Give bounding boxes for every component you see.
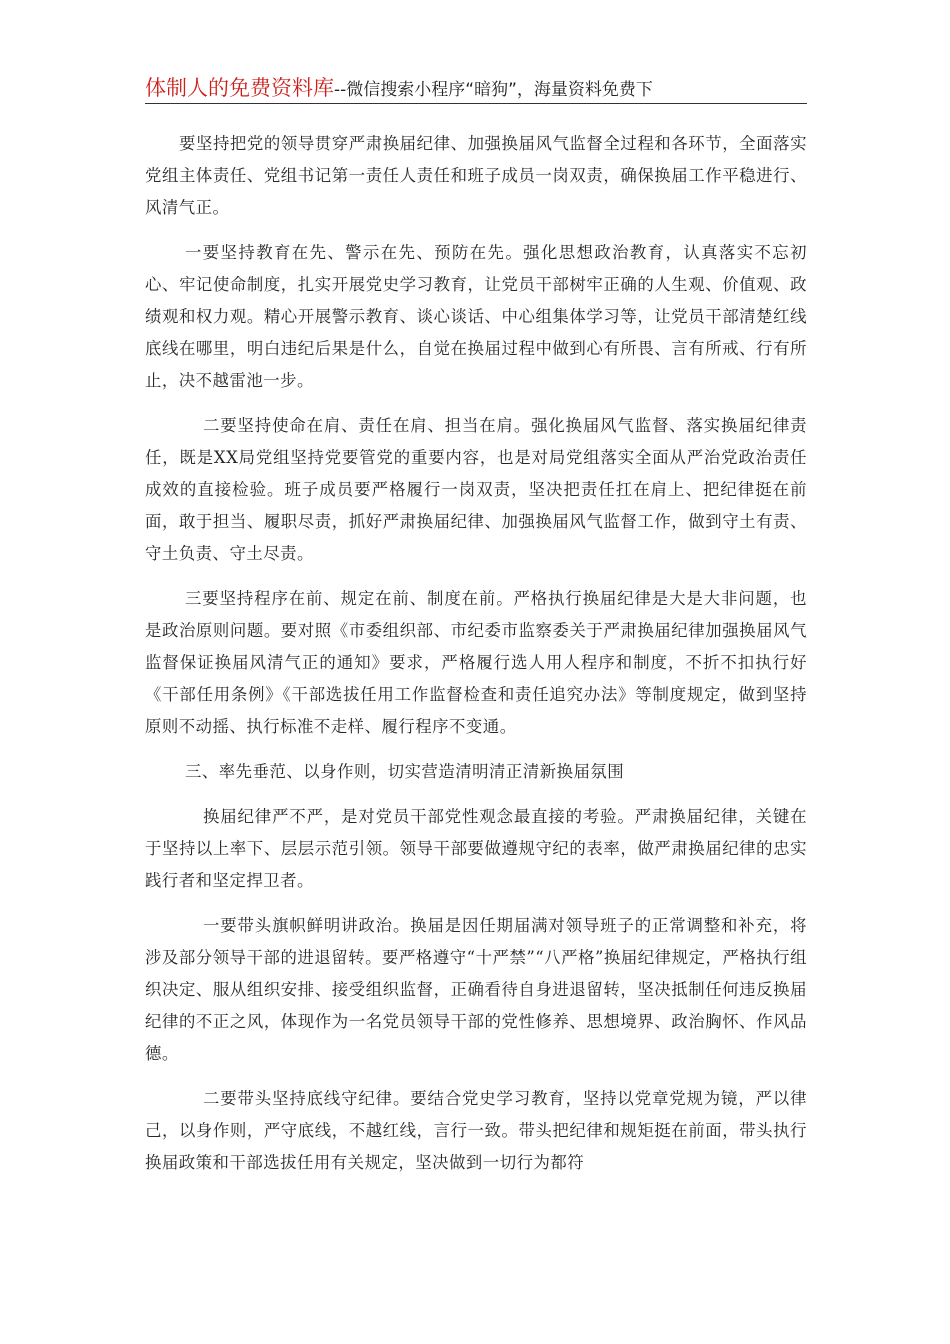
header-divider: [145, 103, 807, 104]
paragraph-intro: 要坚持把党的领导贯穿严肃换届纪律、加强换届风气监督全过程和各环节，全面落实党组主体责任、党组书记第一责任人责任和班子成员一岗双责，确保换届工作平稳进行、风清气正。: [145, 134, 807, 217]
header-brand: 体制人的免费资料库: [145, 76, 334, 100]
paragraph-mission-on-shoulder: 二要坚持使命在肩、责任在肩、担当在肩。强化换届风气监督、落实换届纪律责任，既是XX局党组坚持党要管党的重要内容，也是对局党组落实全面从严治党政治责任成效的直接检验。班子成员要严格履行一岗双责，坚决把责任扛在肩上、把纪律挺在前面，敢于担当、履职尽责，抓好严肃换届纪律、加强换届风气监督工作，做到守土有责、守土负责、守土尽责。: [145, 416, 807, 563]
header-tagline: --微信搜索小程序“暗狗”，海量资料免费下: [334, 80, 653, 100]
paragraph-procedure-first: 三要坚持程序在前、规定在前、制度在前。严格执行换届纪律是大是大非问题，也是政治原则问题。要对照《市委组织部、市纪委市监察委关于严肃换届纪律加强换届风气监督保证换届风清气正的通知》要求，严格履行选人用人程序和制度，不折不扣执行好《干部任用条例》《干部选拔任用工作监督检查和责任追究办法》等制度规定，做到坚持原则不动摇、执行标准不走样、履行程序不变通。: [145, 589, 807, 736]
section-heading-three: 三、率先垂范、以身作则，切实营造清明清正清新换届氛围: [185, 762, 625, 781]
page-header: [145, 72, 807, 102]
paragraph-lead-discipline: 二要带头坚持底线守纪律。要结合党史学习教育，坚持以党章党规为镜，严以律己，以身作则，严守底线，不越红线，言行一致。带头把纪律和规矩挺在前面，带头执行换届政策和干部选拔任用有关规定，坚决做到一切行为都符: [145, 1089, 807, 1172]
paragraph-education-first: 一要坚持教育在先、警示在先、预防在先。强化思想政治教育，认真落实不忘初心、牢记使命制度，扎实开展党史学习教育，让党员干部树牢正确的人生观、价值观、政绩观和权力观。精心开展警示教育、谈心谈话、中心组集体学习等，让党员干部清楚红线底线在哪里，明白违纪后果是什么，自觉在换届过程中做到心有所畏、言有所戒、行有所止，决不越雷池一步。: [145, 243, 807, 390]
paragraph-discipline-test: 换届纪律严不严，是对党员干部党性观念最直接的考验。严肃换届纪律，关键在于坚持以上率下、层层示范引领。领导干部要做遵规守纪的表率，做严肃换届纪律的忠实践行者和坚定捍卫者。: [145, 807, 807, 890]
document-body: [145, 128, 807, 1192]
paragraph-lead-politics: 一要带头旗帜鲜明讲政治。换届是因任期届满对领导班子的正常调整和补充，将涉及部分领导干部的进退留转。要严格遵守“十严禁”“八严格”换届纪律规定，严格执行组织决定、服从组织安排、接受组织监督，正确看待自身进退留转，坚决抵制任何违反换届纪律的不正之风，体现作为一名党员领导干部的党性修养、思想境界、政治胸怀、作风品德。: [145, 916, 807, 1063]
